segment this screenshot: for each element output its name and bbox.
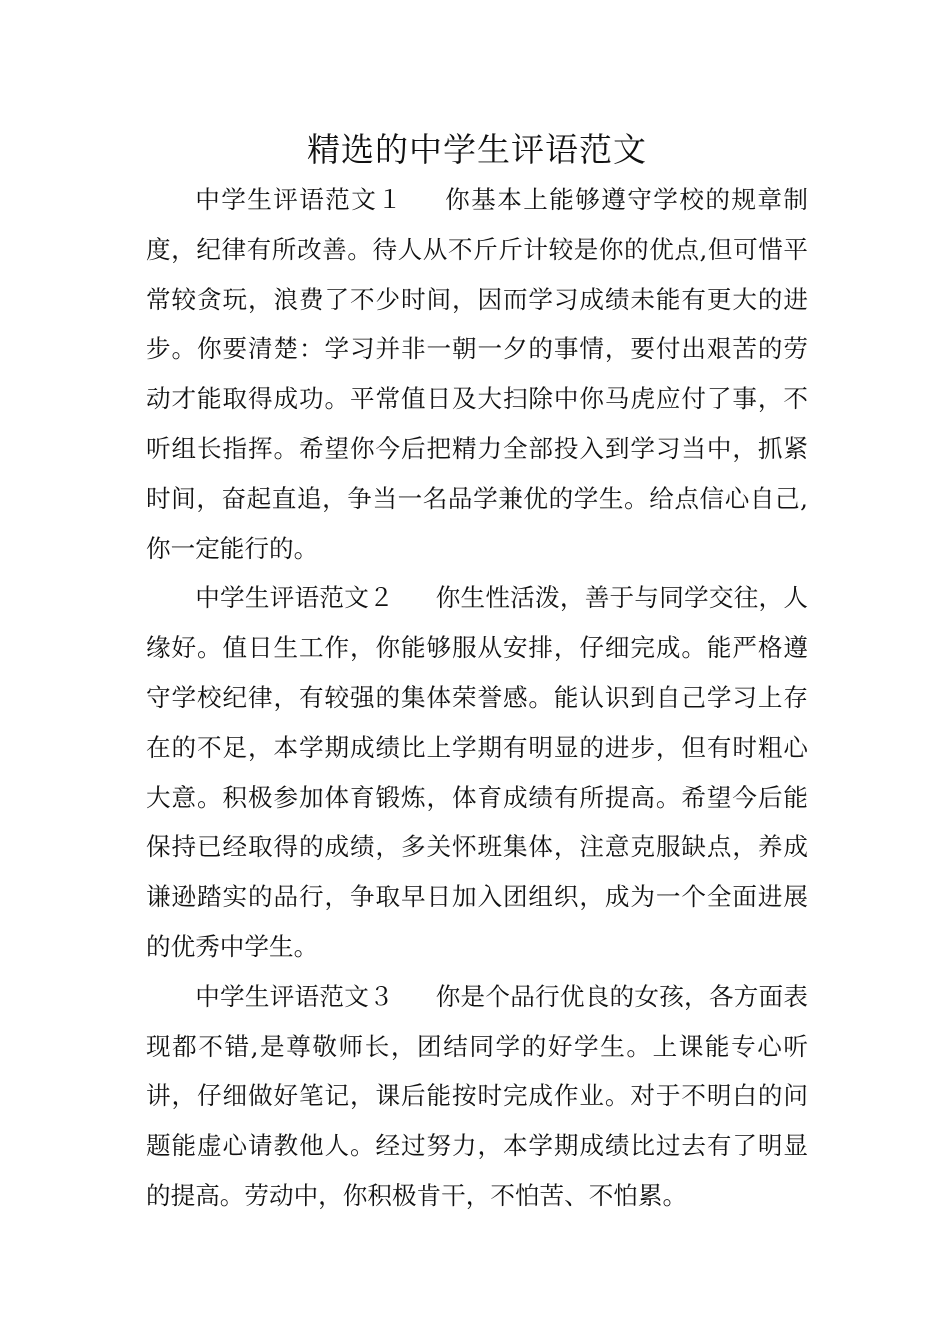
section-heading-2: 中学生评语范文２ (195, 583, 394, 613)
section-text-1: 你基本上能够遵守学校的规章制度，纪律有所改善。待人从不斤斤计较是你的优点,但可惜平常较贪玩，浪费了不少时间，因而学习成绩未能有更大的进步。你要清楚：学习并非一朝一夕的事情，要付出艰苦的劳动才能取得成功。平常值日及大扫除中你马虎应付了事，不听组长指挥。希望你今后把精力全部投入到学习当中，抓紧时间，奋起直追，争当一名品学兼优的学生。给点信心自己,你一定能行的。 (146, 185, 808, 563)
section-text-2: 你生性活泼，善于与同学交往，人缘好。值日生工作，你能够服从安排，仔细完成。能严格遵守学校纪律，有较强的集体荣誉感。能认识到自己学习上存在的不足，本学期成绩比上学期有明显的进步，但有时粗心大意。积极参加体育锻炼，体育成绩有所提高。希望今后能保持已经取得的成绩，多关怀班集体，注意克服缺点，养成谦逊踏实的品行，争取早日加入团组织，成为一个全面进展的优秀中学生。 (146, 583, 808, 961)
section-heading-3: 中学生评语范文３ (195, 981, 394, 1011)
document-title: 精选的中学生评语范文 (307, 130, 647, 169)
section-heading-1: 中学生评语范文１ (195, 185, 404, 214)
section-text-3: 你是个品行优良的女孩，各方面表现都不错,是尊敬师长，团结同学的好学生。上课能专心听讲，仔细做好笔记，课后能按时完成作业。对于不明白的问题能虚心请教他人。经过努力，本学期成绩比过去有了明显的提高。劳动中，你积极肯干，不怕苦、不怕累。 (146, 981, 808, 1210)
paragraph-1 (146, 175, 808, 573)
document-page (146, 128, 808, 1221)
paragraph-3 (146, 972, 808, 1221)
paragraph-2 (146, 573, 808, 971)
